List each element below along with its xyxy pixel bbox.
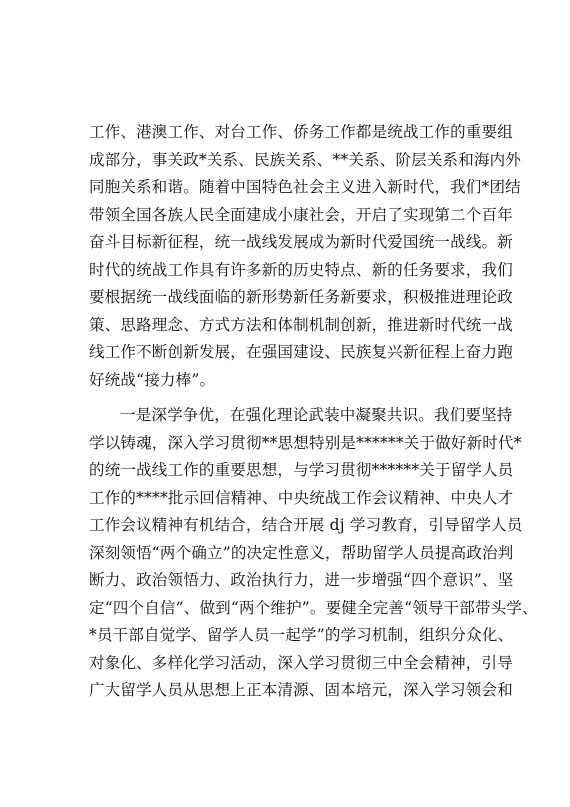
text-line: 对象化、多样化学习活动，深入学习贯彻三中全会精神，引导 — [89, 653, 513, 672]
text-line: 要根据统一战线面临的新形势新任务新要求，积极推进理论政 — [89, 288, 513, 306]
text-line: 奋斗目标新征程，统一战线发展成为新时代爱国统一战线。新 — [89, 233, 513, 251]
text-line: 工作的****批示回信精神、中央统战工作会议精神、中央人才 — [89, 488, 514, 507]
text-line: 定“四个自信”、做到“两个维护”。要健全完善“领导干部带头学、 — [89, 598, 538, 617]
text-line: 线工作不断创新发展，在强国建设、民族复兴新征程上奋力跑 — [89, 343, 513, 361]
text-line: 广大留学人员从思想上正本清源、固本培元，深入学习领会和 — [89, 681, 513, 699]
text-line: 断力、政治领悟力、政治执行力，进一步增强“四个意识”、坚 — [89, 571, 514, 589]
paragraph-gap — [89, 394, 489, 402]
text-line: 深刻领悟“两个确立”的决定性意义，帮助留学人员提高政治判 — [89, 543, 514, 562]
text-line: 工作会议精神有机结合，结合开展 dj 学习教育，引导留学人员 — [89, 516, 523, 534]
text-line: 一是深学争优，在强化理论武装中凝聚共识。我们要坚持 — [120, 406, 513, 424]
text-line: 带领全国各族人民全面建成小康社会，开启了实现第二个百年 — [89, 205, 513, 224]
text-line: *员干部自觉学、留学人员一起学”的学习机制，组织分众化、 — [89, 626, 514, 644]
text-line: 学以铸魂，深入学习贯彻**思想特别是******关于做好新时代* — [89, 433, 522, 452]
text-line: 工作、港澳工作、对台工作、侨务工作都是统战工作的重要组 — [89, 123, 513, 141]
paragraph-2 — [89, 402, 538, 705]
paragraph-1 — [89, 119, 522, 394]
text-line: 策、思路理念、方式方法和体制机制创新，推进新时代统一战 — [89, 315, 513, 334]
text-line: 成部分，事关政*关系、民族关系、**关系、阶层关系和海内外 — [89, 150, 522, 169]
text-line: 同胞关系和谐。随着中国特色社会主义进入新时代，我们*团结 — [89, 178, 521, 196]
text-line: 时代的统战工作具有许多新的历史特点、新的任务要求，我们 — [89, 260, 513, 279]
text-line: 的统一战线工作的重要思想，与学习贯彻******关于留学人员 — [89, 461, 514, 479]
body-text — [89, 119, 538, 705]
text-line: 好统战“接力棒”。 — [89, 370, 216, 389]
